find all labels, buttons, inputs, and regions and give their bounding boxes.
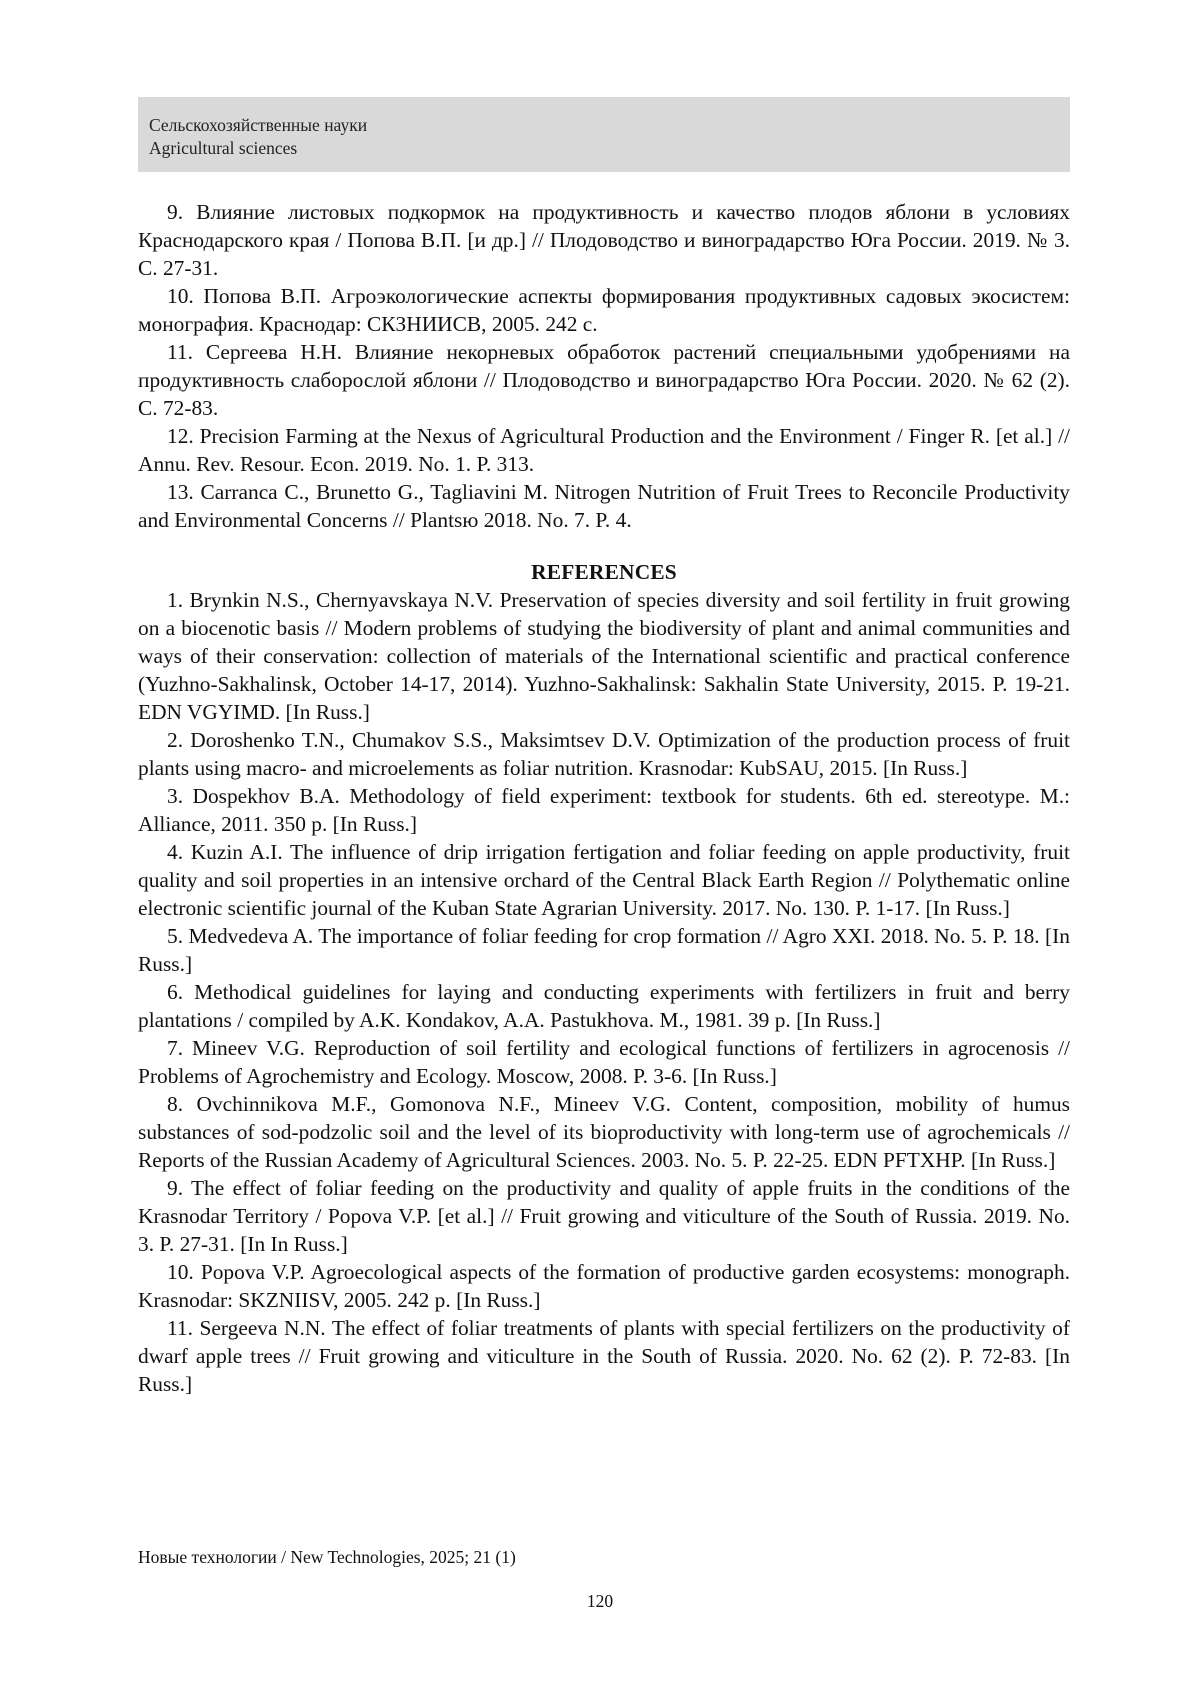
reference-item: 7. Mineev V.G. Reproduction of soil fertility and ecological functions of fertilizers in agrocenosis // Problems of Agrochemistry and Ecology. Moscow, 2008. P. 3-6. [In Russ.] [138,1036,1070,1088]
reference-item: 2. Doroshenko T.N., Chumakov S.S., Maksimtsev D.V. Optimization of the production process of fruit plants using macro- and microelements as foliar nutrition. Krasnodar: KubSAU, 2015. [In Russ.] [138,728,1070,780]
reference-item: 4. Kuzin A.I. The influence of drip irrigation fertigation and foliar feeding on apple productivity, fruit quality and soil properties in an intensive orchard of the Central Black Earth Region // Polythematic online electronic scientific journal of the Kuban State Agrarian University. 2017. No. 130. P. 1-17. [In Russ.] [138,840,1070,920]
section-title-en: Agricultural sciences [149,138,298,158]
reference-item: 10. Попова В.П. Агроэкологические аспекты формирования продуктивных садовых экосистем: монография. Краснодар: СКЗНИИСВ, 2005. 242 с. [138,284,1070,336]
reference-item: 6. Methodical guidelines for laying and conducting experiments with fertilizers in fruit and berry plantations / compiled by A.K. Kondakov, A.A. Pastukhova. M., 1981. 39 p. [In Russ.] [138,980,1070,1032]
reference-item: 11. Сергеева Н.Н. Влияние некорневых обработок растений специальными удобрениями на продуктивность слаборослой яблони // Плодоводство и виноградарство Юга России. 2020. № 62 (2). С. 72-83. [138,340,1070,420]
reference-item: 10. Popova V.P. Agroecological aspects of the formation of productive garden ecosystems: monograph. Krasnodar: SKZNIISV, 2005. 242 p. [In Russ.] [138,1260,1070,1312]
reference-item: 1. Brynkin N.S., Chernyavskaya N.V. Preservation of species diversity and soil fertility in fruit growing on a biocenotic basis // Modern problems of studying the biodiversity of plant and animal communities and ways of their conservation: collection of materials of the International scientific and practical conference (Yuzhno-Sakhalinsk, October 14-17, 2014). Yuzhno-Sakhalinsk: Sakhalin State University, 2015. P. 19-21. EDN VGYIMD. [In Russ.] [138,588,1070,724]
english-references-list [138,586,1070,1398]
russian-references-list [138,198,1070,534]
reference-item: 8. Ovchinnikova M.F., Gomonova N.F., Mineev V.G. Content, composition, mobility of humus substances of sod-podzolic soil and the level of its bioproductivity with long-term use of agrochemicals // Reports of the Russian Academy of Agricultural Sciences. 2003. No. 5. P. 22-25. EDN PFTXHP. [In Russ.] [138,1092,1070,1172]
reference-item: 9. The effect of foliar feeding on the productivity and quality of apple fruits in the conditions of the Krasnodar Territory / Popova V.P. [et al.] // Fruit growing and viticulture of the South of Russia. 2019. No. 3. P. 27-31. [In In Russ.] [138,1176,1070,1256]
section-title-ru: Сельскохозяйственные науки [149,115,368,135]
page-number: 120 [586,1591,614,1611]
page-content [138,97,1070,1398]
journal-footer: Новые технологии / New Technologies, 2025; 21 (1) [138,1547,516,1567]
reference-item: 9. Влияние листовых подкормок на продуктивность и качество плодов яблони в условиях Краснодарского края / Попова В.П. [и др.] // Плодоводство и виноградарство Юга России. 2019. № 3. С. 27-31. [138,200,1070,280]
reference-item: 3. Dospekhov B.A. Methodology of field experiment: textbook for students. 6th ed. stereotype. M.: Alliance, 2011. 350 p. [In Russ.] [138,784,1070,836]
reference-item: 11. Sergeeva N.N. The effect of foliar treatments of plants with special fertilizers on the productivity of dwarf apple trees // Fruit growing and viticulture in the South of Russia. 2020. No. 62 (2). P. 72-83. [In Russ.] [138,1316,1070,1396]
reference-item: 12. Precision Farming at the Nexus of Agricultural Production and the Environment / Finger R. [et al.] // Annu. Rev. Resour. Econ. 2019. No. 1. P. 313. [138,424,1070,476]
reference-item: 5. Medvedeva A. The importance of foliar feeding for crop formation // Agro XXI. 2018. No. 5. P. 18. [In Russ.] [138,924,1070,976]
references-heading: REFERENCES [531,560,677,584]
reference-item: 13. Carranca C., Brunetto G., Tagliavini M. Nitrogen Nutrition of Fruit Trees to Reconcile Productivity and Environmental Concerns // Plantsю 2018. No. 7. P. 4. [138,480,1070,532]
section-header [138,97,1070,172]
